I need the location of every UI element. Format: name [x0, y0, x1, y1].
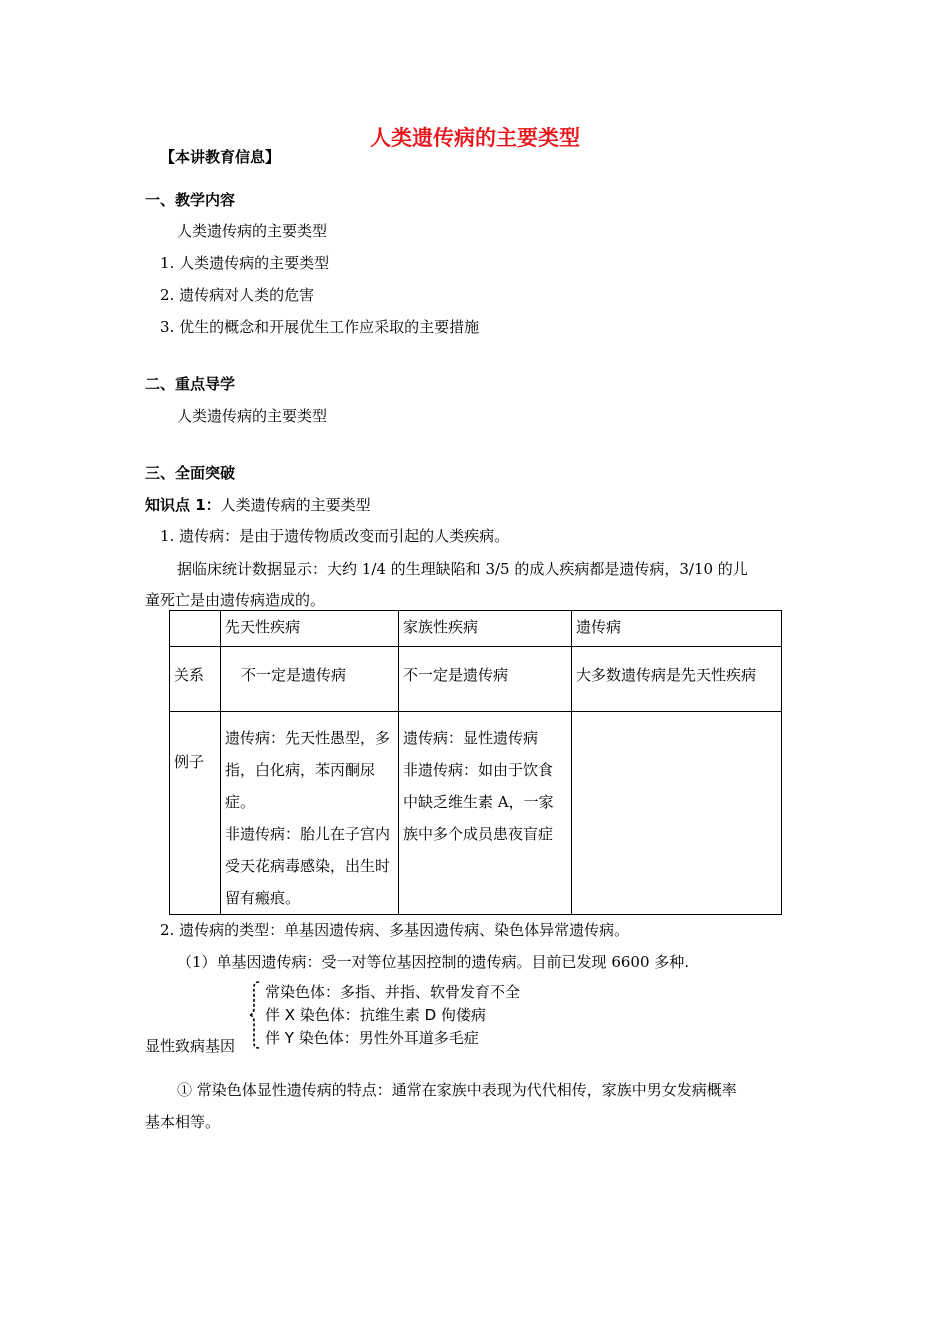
list-item: 1. 人类遗传病的主要类型	[160, 254, 330, 272]
section-heading-breakthrough: 三、全面突破	[145, 464, 236, 482]
table-cell: 不一定是遗传病	[221, 647, 399, 712]
paragraph: 童死亡是由遗传病造成的。	[145, 591, 326, 609]
document-title: 人类遗传病的主要类型	[370, 126, 580, 150]
paragraph: 2. 遗传病的类型：单基因遗传病、多基因遗传病、染色体异常遗传病。	[160, 921, 630, 939]
brace-icon	[248, 980, 260, 1050]
cell-text: 非遗传病：如由于饮食中缺乏维生素 A，一家族中多个成员患夜盲症	[403, 761, 554, 843]
table-cell	[170, 611, 221, 647]
paragraph: （1）单基因遗传病：受一对等位基因控制的遗传病。目前已发现 6600 多种.	[177, 953, 690, 971]
section-intro: 人类遗传病的主要类型	[177, 407, 328, 425]
section-intro: 人类遗传病的主要类型	[177, 222, 328, 240]
table-cell: 大多数遗传病是先天性疾病	[572, 647, 782, 712]
paragraph: 1. 遗传病：是由于遗传物质改变而引起的人类疾病。	[160, 527, 510, 545]
diagram-branch: 伴 Y 染色体：男性外耳道多毛症	[265, 1029, 479, 1047]
cell-text: 非遗传病：胎儿在子宫内受天花病毒感染，出生时留有瘢痕。	[225, 825, 391, 907]
table-cell	[221, 712, 399, 915]
diagram-root: 显性致病基因	[145, 1037, 236, 1055]
table-row-label: 例子	[170, 712, 221, 915]
paragraph: ① 常染色体显性遗传病的特点：通常在家族中表现为代代相传，家族中男女发病概率	[177, 1081, 737, 1099]
table-header-familial: 家族性疾病	[399, 611, 572, 647]
section-heading-teaching-content: 一、教学内容	[145, 191, 236, 209]
table-cell	[399, 712, 572, 915]
table-header-row	[170, 611, 782, 647]
comparison-table	[169, 610, 782, 915]
cell-text: 遗传病：显性遗传病	[403, 729, 539, 747]
list-item: 3. 优生的概念和开展优生工作应采取的主要措施	[160, 318, 480, 336]
knowledge-point-label: 知识点 1：	[145, 496, 221, 514]
table-row	[170, 712, 782, 915]
table-row-label: 关系	[170, 647, 221, 712]
table-cell: 不一定是遗传病	[399, 647, 572, 712]
diagram-branch: 伴 X 染色体：抗维生素 D 佝偻病	[265, 1006, 486, 1024]
cell-text: 遗传病：先天性愚型，多指，白化病，苯丙酮尿症。	[225, 729, 391, 811]
diagram-branch: 常染色体：多指、并指、软骨发育不全	[265, 983, 521, 1001]
paragraph: 据临床统计数据显示：大约 1/4 的生理缺陷和 3/5 的成人疾病都是遗传病，3/10 的儿	[177, 560, 748, 578]
paragraph: 基本相等。	[145, 1113, 221, 1131]
table-row	[170, 647, 782, 712]
table-header-genetic: 遗传病	[572, 611, 782, 647]
knowledge-point-text: 人类遗传病的主要类型	[220, 496, 371, 514]
table-header-congenital: 先天性疾病	[221, 611, 399, 647]
info-label: 【本讲教育信息】	[160, 148, 281, 166]
knowledge-point	[145, 494, 371, 515]
table-cell	[572, 712, 782, 915]
list-item: 2. 遗传病对人类的危害	[160, 286, 315, 304]
section-heading-key-points: 二、重点导学	[145, 375, 236, 393]
